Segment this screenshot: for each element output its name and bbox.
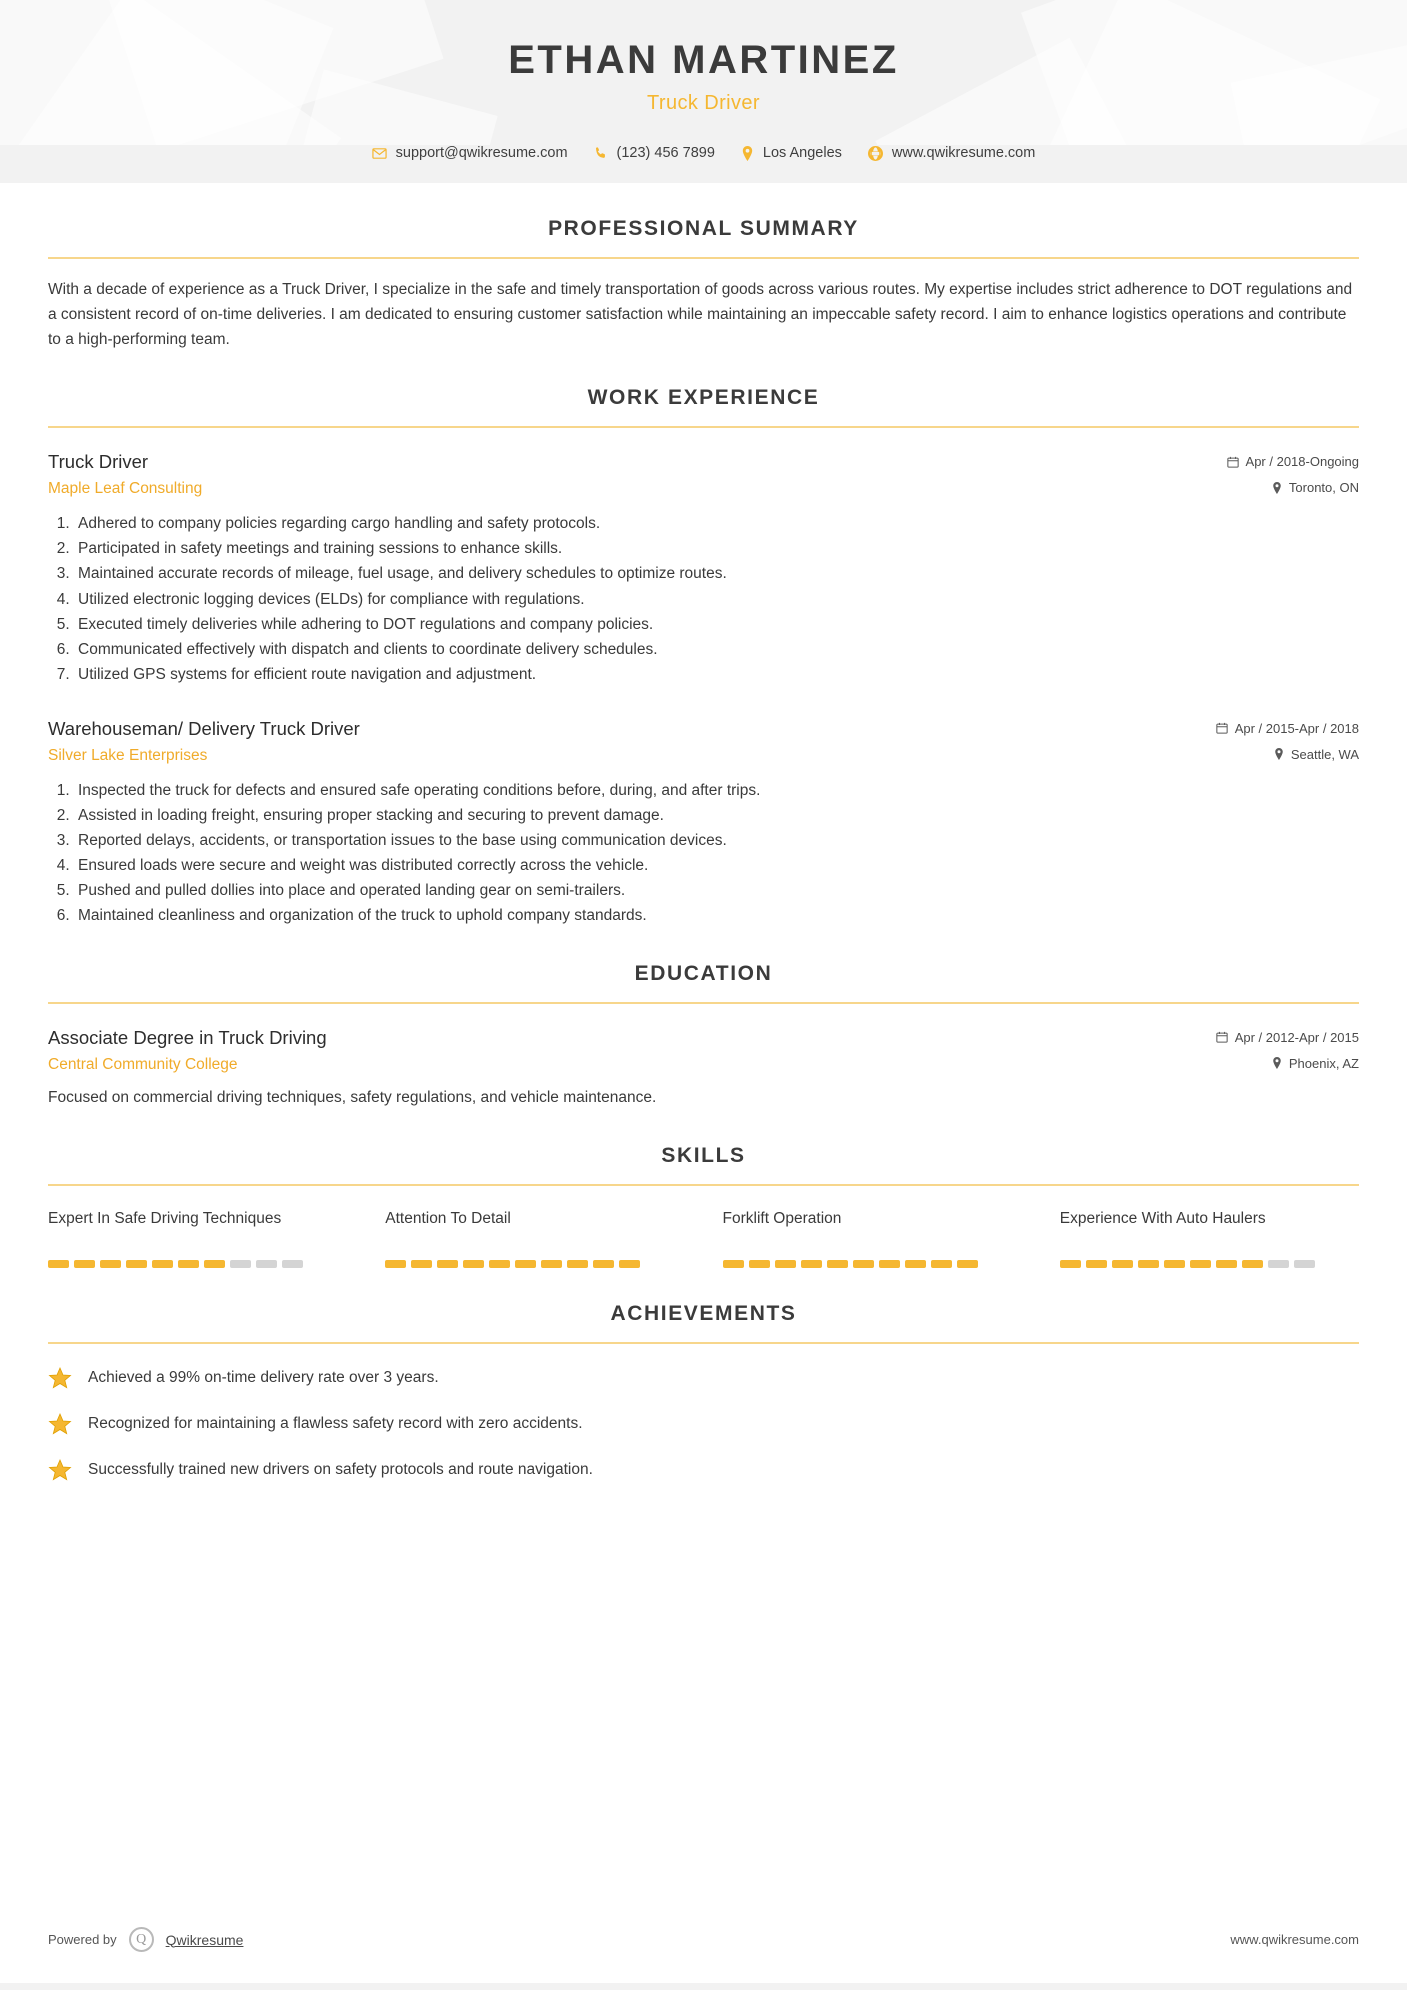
location-pin-icon: [1272, 482, 1282, 494]
candidate-name: ETHAN MARTINEZ: [508, 38, 899, 82]
skill-item: [385, 1208, 684, 1268]
skill-rating-pip: [178, 1260, 199, 1268]
work-entry-dates: [1216, 721, 1359, 736]
achievement-text: Successfully trained new drivers on safety protocols and route navigation.: [88, 1460, 593, 1478]
work-entry-role: Truck Driver: [48, 451, 149, 473]
work-entry-location-text: Seattle, WA: [1290, 746, 1359, 762]
list-item: 1. Inspected the truck for defects and ensured safe operating conditions before, during, and after trips.: [74, 779, 1359, 803]
education-entry-description: Focused on commercial driving techniques, safety regulations, and vehicle maintenance.: [48, 1088, 657, 1106]
section-skills: [48, 1144, 1359, 1268]
skill-rating-pip: [879, 1260, 900, 1268]
mail-icon: [372, 146, 387, 161]
powered-by-label: Powered by: [48, 1932, 117, 1947]
skill-rating-pip: [1112, 1260, 1133, 1268]
skill-name: Experience With Auto Haulers: [1059, 1209, 1266, 1227]
skill-rating-pip: [749, 1260, 770, 1268]
skill-rating-bar: [385, 1260, 684, 1268]
section-divider: [48, 1184, 1359, 1186]
section-title-work-experience: WORK EXPERIENCE: [587, 386, 820, 410]
section-title-skills: SKILLS: [661, 1143, 746, 1167]
list-item: 4. Ensured loads were secure and weight was distributed correctly across the vehicle.: [74, 854, 1359, 878]
section-achievements: [48, 1302, 1359, 1482]
achievement-text: Recognized for maintaining a flawless safety record with zero accidents.: [88, 1414, 583, 1432]
work-entry-bullets: [48, 779, 1359, 928]
work-entry: [48, 450, 1359, 686]
skill-rating-pip: [593, 1260, 614, 1268]
star-icon: [48, 1412, 72, 1436]
list-item: 3. Reported delays, accidents, or transportation issues to the base using communication devices.: [74, 829, 1359, 853]
section-divider: [48, 1342, 1359, 1344]
location-pin-icon: [1272, 1057, 1282, 1069]
skill-rating-pip: [48, 1260, 69, 1268]
skill-rating-pip: [1190, 1260, 1211, 1268]
skill-rating-pip: [827, 1260, 848, 1268]
work-entry-organization: Maple Leaf Consulting: [48, 480, 203, 498]
education-entry-degree: Associate Degree in Truck Driving: [48, 1026, 327, 1048]
work-entry-dates-text: Apr / 2018-Ongoing: [1245, 454, 1359, 470]
skill-rating-pip: [230, 1260, 251, 1268]
list-item: [48, 1458, 1359, 1482]
work-entry-dates-text: Apr / 2015-Apr / 2018: [1234, 720, 1359, 736]
skill-rating-bar: [723, 1260, 1022, 1268]
skill-rating-bar: [1060, 1260, 1359, 1268]
skill-rating-pip: [204, 1260, 225, 1268]
star-icon: [48, 1366, 72, 1390]
skill-rating-pip: [957, 1260, 978, 1268]
skill-rating-pip: [100, 1260, 121, 1268]
achievements-list: [48, 1366, 1359, 1482]
skill-rating-pip: [463, 1260, 484, 1268]
skill-rating-pip: [619, 1260, 640, 1268]
contact-location-text: Los Angeles: [762, 145, 842, 161]
work-entry: [48, 717, 1359, 928]
skill-rating-pip: [1216, 1260, 1237, 1268]
skill-rating-pip: [126, 1260, 147, 1268]
list-item: 3. Maintained accurate records of mileage, fuel usage, and delivery schedules to optimize routes.: [74, 562, 1359, 586]
skill-name: Expert In Safe Driving Techniques: [48, 1209, 282, 1227]
skill-rating-pip: [282, 1260, 303, 1268]
skill-rating-pip: [905, 1260, 926, 1268]
phone-icon: [594, 146, 608, 160]
skill-rating-pip: [437, 1260, 458, 1268]
skill-rating-pip: [515, 1260, 536, 1268]
work-entry-location: [1227, 480, 1359, 495]
skill-rating-pip: [541, 1260, 562, 1268]
globe-icon: [868, 146, 883, 161]
skill-rating-pip: [1294, 1260, 1315, 1268]
page-footer: [48, 1927, 1359, 1952]
section-title-achievements: ACHIEVEMENTS: [610, 1301, 797, 1325]
education-entry-location: [1216, 1056, 1359, 1071]
skill-rating-pip: [1060, 1260, 1081, 1268]
skill-rating-pip: [801, 1260, 822, 1268]
location-pin-icon: [741, 146, 754, 161]
summary-text: With a decade of experience as a Truck Driver, I specialize in the safe and timely transportation of goods across various routes. My expertise includes strict adherence to DOT regulations and a consistent record of on-time deliveries. I am dedicated to ensuring customer satisfaction while maintaining an impeccable safety record. I aim to enhance logistics operations and contribute to a high-performing team.: [48, 281, 1353, 349]
skill-rating-pip: [853, 1260, 874, 1268]
skill-rating-pip: [411, 1260, 432, 1268]
skill-rating-pip: [723, 1260, 744, 1268]
list-item: [48, 1366, 1359, 1390]
education-entry-location-text: Phoenix, AZ: [1288, 1055, 1359, 1071]
calendar-icon: [1216, 722, 1228, 734]
brand-link[interactable]: Qwikresume: [165, 1931, 244, 1948]
skill-item: [48, 1208, 347, 1268]
work-entry-role: Warehouseman/ Delivery Truck Driver: [48, 717, 360, 739]
education-entry: [48, 1026, 1359, 1110]
list-item: 1. Adhered to company policies regarding cargo handling and safety protocols.: [74, 512, 1359, 536]
list-item: 7. Utilized GPS systems for efficient route navigation and adjustment.: [74, 663, 1359, 687]
footer-website[interactable]: www.qwikresume.com: [1230, 1932, 1359, 1947]
list-item: 6. Communicated effectively with dispatch and clients to coordinate delivery schedules.: [74, 638, 1359, 662]
contact-phone[interactable]: [594, 145, 715, 161]
work-entry-organization: Silver Lake Enterprises: [48, 746, 208, 764]
candidate-job-title: Truck Driver: [647, 92, 760, 114]
skill-name: Attention To Detail: [385, 1209, 511, 1227]
contact-email-text: support@qwikresume.com: [395, 145, 568, 161]
contact-bar: [0, 145, 1407, 183]
section-professional-summary: [48, 217, 1359, 352]
skill-rating-pip: [1242, 1260, 1263, 1268]
section-divider: [48, 1002, 1359, 1004]
contact-phone-text: (123) 456 7899: [616, 145, 715, 161]
calendar-icon: [1216, 1031, 1228, 1043]
work-entry-location: [1216, 747, 1359, 762]
skill-rating-pip: [1138, 1260, 1159, 1268]
list-item: [48, 1412, 1359, 1436]
section-divider: [48, 426, 1359, 428]
skill-item: [723, 1208, 1022, 1268]
footer-bottom-bar: [0, 1983, 1407, 1990]
education-entry-dates: [1216, 1030, 1359, 1045]
skill-rating-pip: [385, 1260, 406, 1268]
section-work-experience: [48, 386, 1359, 927]
skill-rating-pip: [152, 1260, 173, 1268]
list-item: 2. Assisted in loading freight, ensuring proper stacking and securing to prevent damage.: [74, 804, 1359, 828]
contact-website-text: www.qwikresume.com: [891, 145, 1036, 161]
contact-email[interactable]: [372, 145, 568, 161]
list-item: 5. Executed timely deliveries while adhering to DOT regulations and company policies.: [74, 613, 1359, 637]
achievement-text: Achieved a 99% on-time delivery rate over 3 years.: [88, 1368, 439, 1386]
list-item: 2. Participated in safety meetings and training sessions to enhance skills.: [74, 537, 1359, 561]
skill-rating-bar: [48, 1260, 347, 1268]
section-education: [48, 962, 1359, 1110]
work-entry-location-text: Toronto, ON: [1288, 480, 1359, 496]
section-title-education: EDUCATION: [634, 961, 773, 985]
calendar-icon: [1227, 456, 1239, 468]
education-entry-dates-text: Apr / 2012-Apr / 2015: [1234, 1029, 1359, 1045]
qwikresume-logo-icon: Q: [129, 1927, 154, 1952]
skill-rating-pip: [775, 1260, 796, 1268]
contact-location: [741, 145, 842, 161]
skill-rating-pip: [1086, 1260, 1107, 1268]
list-item: 5. Pushed and pulled dollies into place and operated landing gear on semi-trailers.: [74, 879, 1359, 903]
list-item: 4. Utilized electronic logging devices (ELDs) for compliance with regulations.: [74, 588, 1359, 612]
skill-rating-pip: [489, 1260, 510, 1268]
work-entry-bullets: [48, 512, 1359, 686]
skill-rating-pip: [74, 1260, 95, 1268]
star-icon: [48, 1458, 72, 1482]
section-title-summary: PROFESSIONAL SUMMARY: [548, 217, 859, 240]
section-divider: [48, 257, 1359, 259]
skill-rating-pip: [567, 1260, 588, 1268]
location-pin-icon: [1274, 748, 1284, 760]
skill-rating-pip: [1268, 1260, 1289, 1268]
skill-rating-pip: [256, 1260, 277, 1268]
skill-item: [1060, 1208, 1359, 1268]
skill-rating-pip: [931, 1260, 952, 1268]
list-item: 6. Maintained cleanliness and organization of the truck to uphold company standards.: [74, 904, 1359, 928]
skill-name: Forklift Operation: [722, 1209, 842, 1227]
skill-rating-pip: [1164, 1260, 1185, 1268]
work-entry-dates: [1227, 454, 1359, 469]
education-entry-organization: Central Community College: [48, 1055, 238, 1073]
skills-grid: [48, 1208, 1359, 1268]
contact-website[interactable]: [868, 145, 1035, 161]
